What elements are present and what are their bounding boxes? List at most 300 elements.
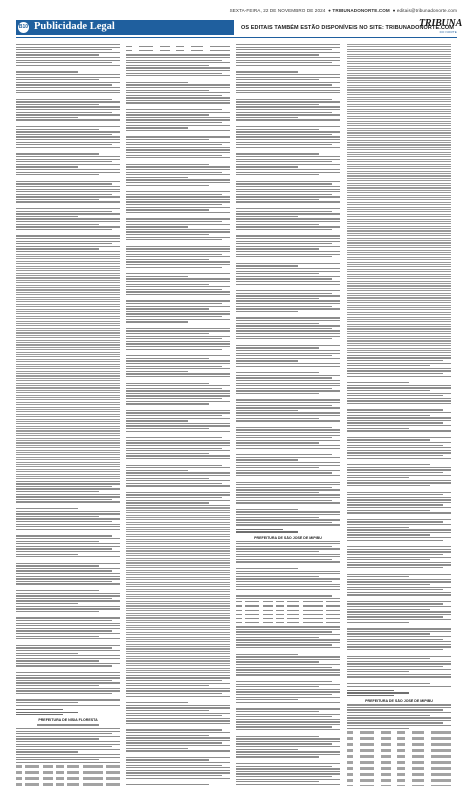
text-line <box>236 573 340 574</box>
table-cell <box>83 777 103 780</box>
text-line <box>126 82 188 83</box>
text-line <box>16 201 120 202</box>
text-line <box>16 62 112 63</box>
list-item <box>16 313 120 314</box>
list-item <box>126 627 230 628</box>
text-line <box>347 666 443 667</box>
text-line <box>347 549 451 550</box>
list-item <box>126 546 230 547</box>
text-line <box>16 606 120 607</box>
text-line <box>16 54 99 55</box>
text-line <box>236 686 319 687</box>
text-line <box>126 231 230 232</box>
text-line <box>347 492 451 493</box>
text-line <box>236 54 319 55</box>
list-item <box>126 644 230 645</box>
text-line <box>236 437 332 438</box>
table-cell <box>276 610 284 611</box>
table-cell <box>126 50 132 51</box>
text-line <box>347 527 409 528</box>
text-line <box>347 601 451 602</box>
text-line <box>236 420 340 421</box>
text-line <box>126 114 209 115</box>
text-line <box>236 721 340 722</box>
table-cell <box>360 773 374 776</box>
list-item <box>347 180 451 181</box>
table-cell <box>381 767 391 770</box>
text-line <box>126 762 230 763</box>
table-cell <box>360 743 374 746</box>
list-item <box>16 387 120 388</box>
list-item <box>347 300 451 301</box>
text-line <box>236 278 332 279</box>
text-line <box>347 728 409 729</box>
list-item <box>347 259 451 260</box>
list-item <box>126 596 230 597</box>
text-line <box>126 207 230 208</box>
table-cell <box>412 785 424 786</box>
text-line <box>236 393 319 394</box>
list-item <box>347 130 451 131</box>
table-cell <box>381 755 391 758</box>
list-item <box>347 257 451 258</box>
newspaper-logo <box>419 18 463 34</box>
list-item <box>126 603 230 604</box>
list-item <box>126 512 230 513</box>
text-line <box>236 470 340 471</box>
list-item <box>347 121 451 122</box>
text-line <box>347 592 451 593</box>
text-line <box>126 259 209 260</box>
text-line <box>126 737 230 738</box>
text-line <box>126 675 230 676</box>
text-line <box>126 458 230 459</box>
email-link[interactable]: editais@tribunadonorte.com <box>396 8 457 13</box>
list-item <box>347 326 451 327</box>
text-line <box>347 587 451 588</box>
text-line <box>236 475 340 476</box>
top-info-line <box>0 8 469 17</box>
text-line <box>236 174 319 175</box>
list-item <box>347 132 451 133</box>
table-cell <box>347 731 353 734</box>
text-line <box>347 606 451 607</box>
text-line <box>126 122 222 123</box>
text-line <box>126 505 230 506</box>
text-line <box>347 485 430 486</box>
list-item <box>347 46 451 47</box>
text-line <box>16 218 120 219</box>
name-list <box>16 254 120 480</box>
list-item <box>347 197 451 198</box>
text-line <box>126 415 222 416</box>
list-item <box>16 373 120 374</box>
list-item <box>16 462 120 463</box>
text-line <box>16 117 78 118</box>
text-line <box>126 164 209 165</box>
text-line <box>236 724 340 725</box>
list-item <box>16 254 120 255</box>
list-item <box>126 584 230 585</box>
text-line <box>16 603 78 604</box>
text-line <box>236 186 340 187</box>
text-line <box>126 403 209 404</box>
text-line <box>347 622 409 623</box>
text-line <box>16 169 120 170</box>
list-item <box>347 333 451 334</box>
availability-notice: OS EDITAIS TAMBÉM ESTÃO DISPONÍVEIS NO SITE: TRIBUNADONORTE.COM <box>241 25 454 31</box>
text-line <box>236 77 340 78</box>
text-line <box>16 114 120 115</box>
text-line <box>126 147 230 148</box>
table-row <box>16 783 120 786</box>
text-line <box>16 573 120 574</box>
list-item <box>16 385 120 386</box>
text-line <box>16 112 112 113</box>
text-line <box>236 243 332 244</box>
text-line <box>347 467 451 468</box>
list-item <box>16 311 120 312</box>
text-line <box>126 57 230 58</box>
list-item <box>16 452 120 453</box>
text-line <box>16 501 120 502</box>
text-line <box>236 418 319 419</box>
text-line <box>16 749 120 750</box>
text-line <box>126 767 230 768</box>
table-row <box>16 771 120 774</box>
list-item <box>126 622 230 623</box>
text-line <box>16 655 120 656</box>
text-line <box>236 415 340 416</box>
text-line <box>347 559 430 560</box>
text-line <box>126 690 230 691</box>
list-item <box>347 324 451 325</box>
text-line <box>126 475 230 476</box>
text-line <box>16 181 120 182</box>
text-line <box>347 663 451 664</box>
list-item <box>16 263 120 264</box>
table-cell <box>360 779 374 782</box>
list-item <box>126 634 230 635</box>
text-line <box>16 513 120 514</box>
text-line <box>236 388 332 389</box>
table-cell <box>303 601 323 602</box>
text-line <box>236 768 340 769</box>
text-line <box>347 717 451 718</box>
site-link[interactable]: TRIBUNADONORTE.COM <box>332 8 390 13</box>
list-item <box>347 104 451 105</box>
text-line <box>347 494 443 495</box>
list-item <box>16 268 120 269</box>
text-line <box>236 763 340 764</box>
list-item <box>126 620 230 621</box>
list-item <box>126 663 230 664</box>
text-line <box>16 754 120 755</box>
text-line <box>236 749 298 750</box>
text-line <box>236 497 340 498</box>
text-line <box>16 699 120 700</box>
table-cell <box>106 771 120 774</box>
list-item <box>347 216 451 217</box>
list-item <box>16 395 120 396</box>
text-line <box>126 431 230 432</box>
text-line <box>236 191 340 192</box>
text-line <box>236 716 332 717</box>
text-line <box>126 174 230 175</box>
text-line <box>16 658 120 659</box>
text-line <box>16 119 120 120</box>
list-item <box>126 534 230 535</box>
text-line <box>236 719 340 720</box>
text-line <box>126 696 230 697</box>
table-cell <box>210 50 230 51</box>
text-line <box>16 608 120 609</box>
text-line <box>236 104 319 105</box>
text-line <box>16 129 99 130</box>
list-item <box>16 442 120 443</box>
list-item <box>126 522 230 523</box>
list-item <box>16 277 120 278</box>
list-item <box>16 301 120 302</box>
text-line <box>236 295 340 296</box>
text-line <box>126 92 230 93</box>
text-line <box>126 467 230 468</box>
list-item <box>16 450 120 451</box>
text-line <box>126 437 222 438</box>
table-row <box>236 605 340 606</box>
list-item <box>126 558 230 559</box>
text-line <box>16 65 120 66</box>
text-line <box>126 705 230 706</box>
text-line <box>16 524 120 525</box>
list-item <box>347 92 451 93</box>
text-line <box>347 658 430 659</box>
text-line <box>16 221 120 222</box>
text-line <box>347 554 443 555</box>
table-cell <box>56 765 64 768</box>
table-cell <box>431 785 451 786</box>
list-item <box>347 211 451 212</box>
text-line <box>126 485 230 486</box>
table-row <box>16 765 120 768</box>
table-row <box>347 779 451 782</box>
text-line <box>236 664 340 665</box>
list-item <box>347 278 451 279</box>
text-line <box>236 556 340 557</box>
list-item <box>16 309 120 310</box>
table-cell <box>431 755 451 758</box>
text-line <box>16 538 120 539</box>
text-line <box>347 715 430 716</box>
list-item <box>16 304 120 305</box>
text-line <box>126 67 230 68</box>
list-item <box>347 319 451 320</box>
text-line <box>236 711 319 712</box>
text-line <box>126 341 230 342</box>
table-cell <box>160 46 170 47</box>
text-line <box>236 631 332 632</box>
text-line <box>126 306 230 307</box>
table-cell <box>263 601 273 602</box>
text-line <box>347 671 409 672</box>
text-line <box>236 598 340 599</box>
text-line <box>236 714 340 715</box>
table-cell <box>245 622 259 623</box>
text-line <box>236 702 340 703</box>
text-line <box>126 412 230 413</box>
text-line <box>126 157 230 158</box>
text-line <box>16 744 120 745</box>
text-line <box>236 90 340 91</box>
list-item <box>347 345 451 346</box>
list-item <box>347 295 451 296</box>
text-line <box>16 199 99 200</box>
signature-block <box>236 529 340 533</box>
list-item <box>126 594 230 595</box>
text-line <box>126 770 230 771</box>
text-line <box>126 319 230 320</box>
text-line <box>236 684 340 685</box>
table-cell <box>397 761 405 764</box>
text-line <box>126 278 230 279</box>
table-cell <box>412 743 424 746</box>
text-line <box>16 183 112 184</box>
list-item <box>16 416 120 417</box>
text-line <box>16 481 120 482</box>
text-line <box>16 251 120 252</box>
text-line <box>126 204 222 205</box>
text-line <box>236 689 340 690</box>
text-line <box>126 358 209 359</box>
list-item <box>347 283 451 284</box>
list-item <box>347 209 451 210</box>
text-line <box>16 645 120 646</box>
table-cell <box>25 783 39 786</box>
text-line <box>347 661 451 662</box>
section-title: Publicidade Legal <box>34 21 115 32</box>
table-cell <box>412 737 424 740</box>
table-cell <box>347 737 353 740</box>
text-line <box>126 136 230 137</box>
table-cell <box>43 771 53 774</box>
list-item <box>126 629 230 630</box>
text-line <box>126 418 230 419</box>
table-cell <box>431 749 451 752</box>
text-line <box>236 708 340 709</box>
table-row <box>347 749 451 752</box>
text-line <box>16 543 120 544</box>
text-line <box>347 628 451 629</box>
text-line <box>16 630 112 631</box>
text-line <box>126 127 188 128</box>
text-line <box>236 44 340 45</box>
text-line <box>126 172 222 173</box>
text-line <box>16 757 120 758</box>
text-line <box>236 164 340 165</box>
text-line <box>126 772 230 773</box>
text-line <box>347 576 409 577</box>
text-line <box>236 457 340 458</box>
text-line <box>16 733 112 734</box>
text-line <box>16 728 120 729</box>
text-line <box>236 161 332 162</box>
text-line <box>236 355 332 356</box>
list-item <box>16 366 120 367</box>
text-line <box>236 65 340 66</box>
text-line <box>236 399 340 400</box>
text-line <box>236 290 340 291</box>
list-item <box>347 240 451 241</box>
text-line <box>16 611 99 612</box>
text-line <box>126 303 222 304</box>
text-line <box>126 393 230 394</box>
text-line <box>347 534 430 535</box>
text-line <box>16 688 120 689</box>
text-line <box>236 330 340 331</box>
text-line <box>126 723 230 724</box>
text-line <box>16 636 99 637</box>
text-line <box>126 732 230 733</box>
list-item <box>347 233 451 234</box>
text-line <box>16 598 112 599</box>
text-line <box>126 748 188 749</box>
list-item <box>126 586 230 587</box>
text-line <box>126 191 230 192</box>
list-item <box>16 270 120 271</box>
table-cell <box>381 779 391 782</box>
text-line <box>126 388 222 389</box>
text-line <box>16 570 112 571</box>
text-line <box>236 235 340 236</box>
text-line <box>126 95 222 96</box>
list-item <box>16 390 120 391</box>
list-item <box>347 328 451 329</box>
text-line <box>347 439 430 440</box>
text-line <box>16 568 120 569</box>
text-line <box>126 428 209 429</box>
text-line <box>236 129 319 130</box>
list-item <box>126 656 230 657</box>
text-line <box>126 248 230 249</box>
text-line <box>347 373 443 374</box>
table-cell <box>56 777 64 780</box>
list-item <box>16 325 120 326</box>
table-cell <box>276 614 284 615</box>
list-item <box>347 94 451 95</box>
text-line <box>236 672 340 673</box>
text-line <box>126 97 230 98</box>
text-line <box>236 699 298 700</box>
list-item <box>16 407 120 408</box>
list-item <box>16 411 120 412</box>
text-line <box>236 218 340 219</box>
table-cell <box>347 767 353 770</box>
text-line <box>347 589 443 590</box>
text-line <box>236 746 340 747</box>
list-item <box>16 469 120 470</box>
text-line <box>347 390 430 391</box>
text-line <box>236 62 332 63</box>
text-line <box>16 488 120 489</box>
column-1 <box>16 44 120 786</box>
table-cell <box>397 779 405 782</box>
text-line <box>126 328 230 329</box>
text-line <box>16 166 78 167</box>
text-line <box>16 554 78 555</box>
list-item <box>126 646 230 647</box>
list-item <box>347 336 451 337</box>
list-item <box>126 541 230 542</box>
